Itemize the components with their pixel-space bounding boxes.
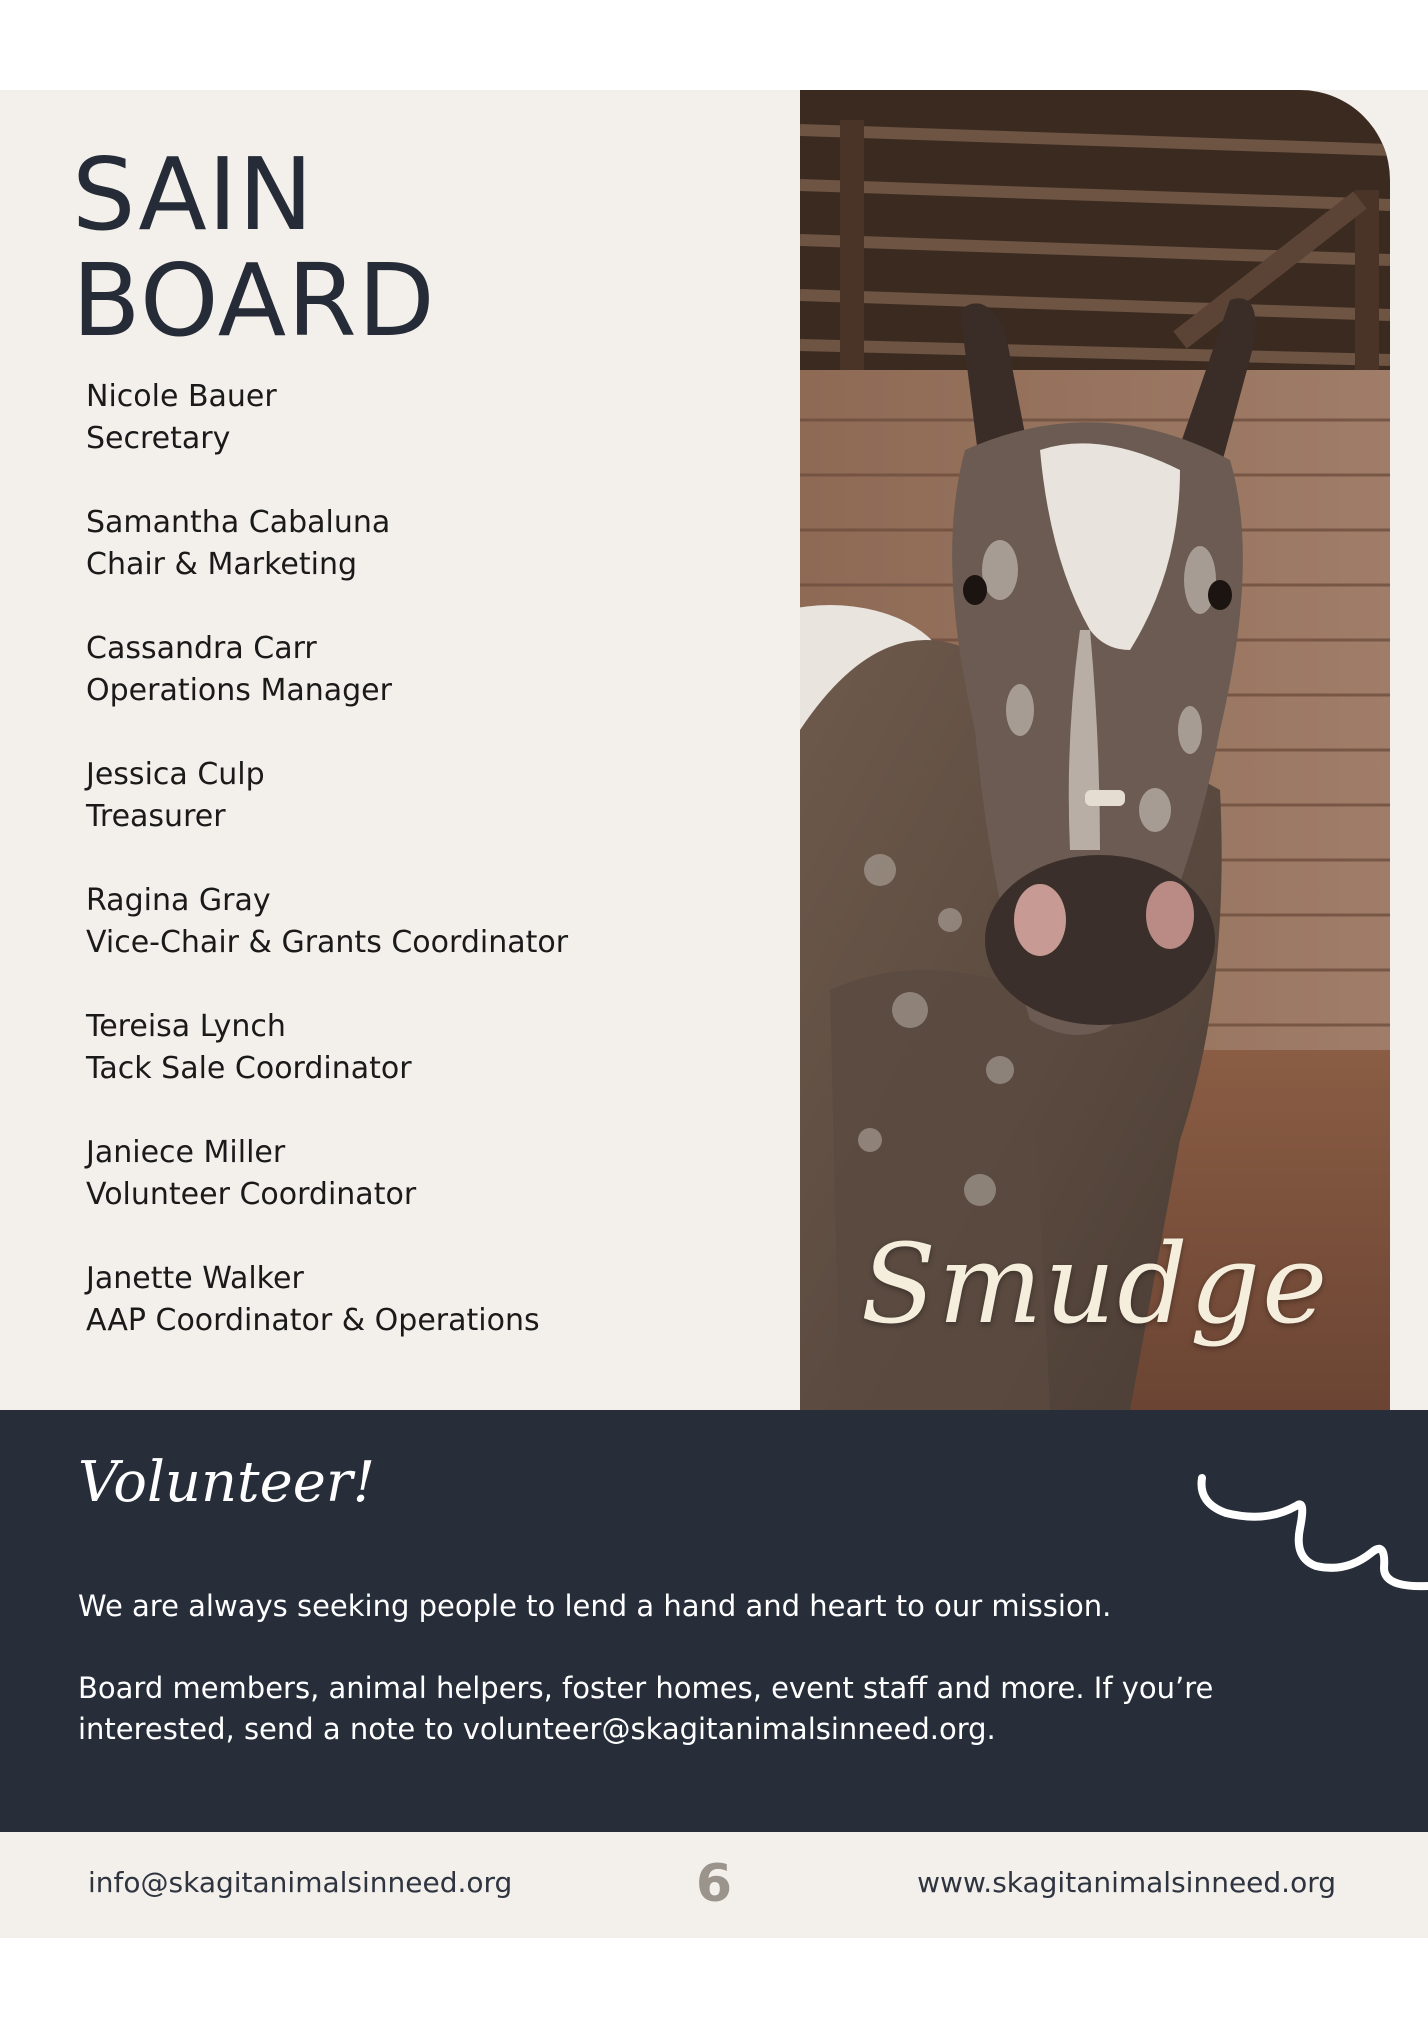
title-line-1: SAIN xyxy=(72,136,315,253)
member-name: Nicole Bauer xyxy=(86,379,277,414)
board-member xyxy=(86,1258,766,1384)
board-member xyxy=(86,376,766,502)
member-role: Volunteer Coordinator xyxy=(86,1177,417,1212)
member-name: Janiece Miller xyxy=(86,1135,286,1170)
volunteer-section xyxy=(0,1410,1428,1832)
member-name: Tereisa Lynch xyxy=(86,1009,286,1044)
volunteer-paragraph-2: Board members, animal helpers, foster homes, event staff and more. If you’re interested, send a note to volunteer@skagitanimalsinneed.org. xyxy=(78,1671,1214,1746)
volunteer-heading: Volunteer! xyxy=(78,1450,376,1515)
member-role: Vice-Chair & Grants Coordinator xyxy=(86,925,569,960)
member-name: Samantha Cabaluna xyxy=(86,505,391,540)
title-line-2: BOARD xyxy=(72,242,436,359)
board-member xyxy=(86,628,766,754)
photo-caption: Smudge xyxy=(860,1220,1330,1348)
board-member xyxy=(86,1006,766,1132)
board-member xyxy=(86,754,766,880)
member-name: Jessica Culp xyxy=(86,757,265,792)
volunteer-paragraph-1: We are always seeking people to lend a hand and heart to our mission. xyxy=(78,1589,1112,1623)
member-name: Cassandra Carr xyxy=(86,631,317,666)
squiggle-decoration-icon xyxy=(1196,1458,1428,1598)
member-role: AAP Coordinator & Operations xyxy=(86,1303,540,1338)
member-role: Tack Sale Coordinator xyxy=(86,1051,412,1086)
footer-website[interactable]: www.skagitanimalsinneed.org xyxy=(917,1866,1336,1899)
footer xyxy=(0,1832,1428,1938)
member-name: Janette Walker xyxy=(86,1261,304,1296)
member-role: Treasurer xyxy=(86,799,226,834)
board-member xyxy=(86,880,766,1006)
member-role: Chair & Marketing xyxy=(86,547,357,582)
board-member xyxy=(86,1132,766,1258)
footer-email[interactable]: info@skagitanimalsinneed.org xyxy=(88,1866,513,1899)
board-member-list xyxy=(86,376,766,1384)
member-name: Ragina Gray xyxy=(86,883,271,918)
board-member xyxy=(86,502,766,628)
member-role: Secretary xyxy=(86,421,231,456)
page-title xyxy=(72,136,436,359)
page-number: 6 xyxy=(695,1854,733,1914)
horse-illustration xyxy=(800,90,1390,1410)
member-role: Operations Manager xyxy=(86,673,392,708)
horse-photo xyxy=(800,90,1390,1410)
